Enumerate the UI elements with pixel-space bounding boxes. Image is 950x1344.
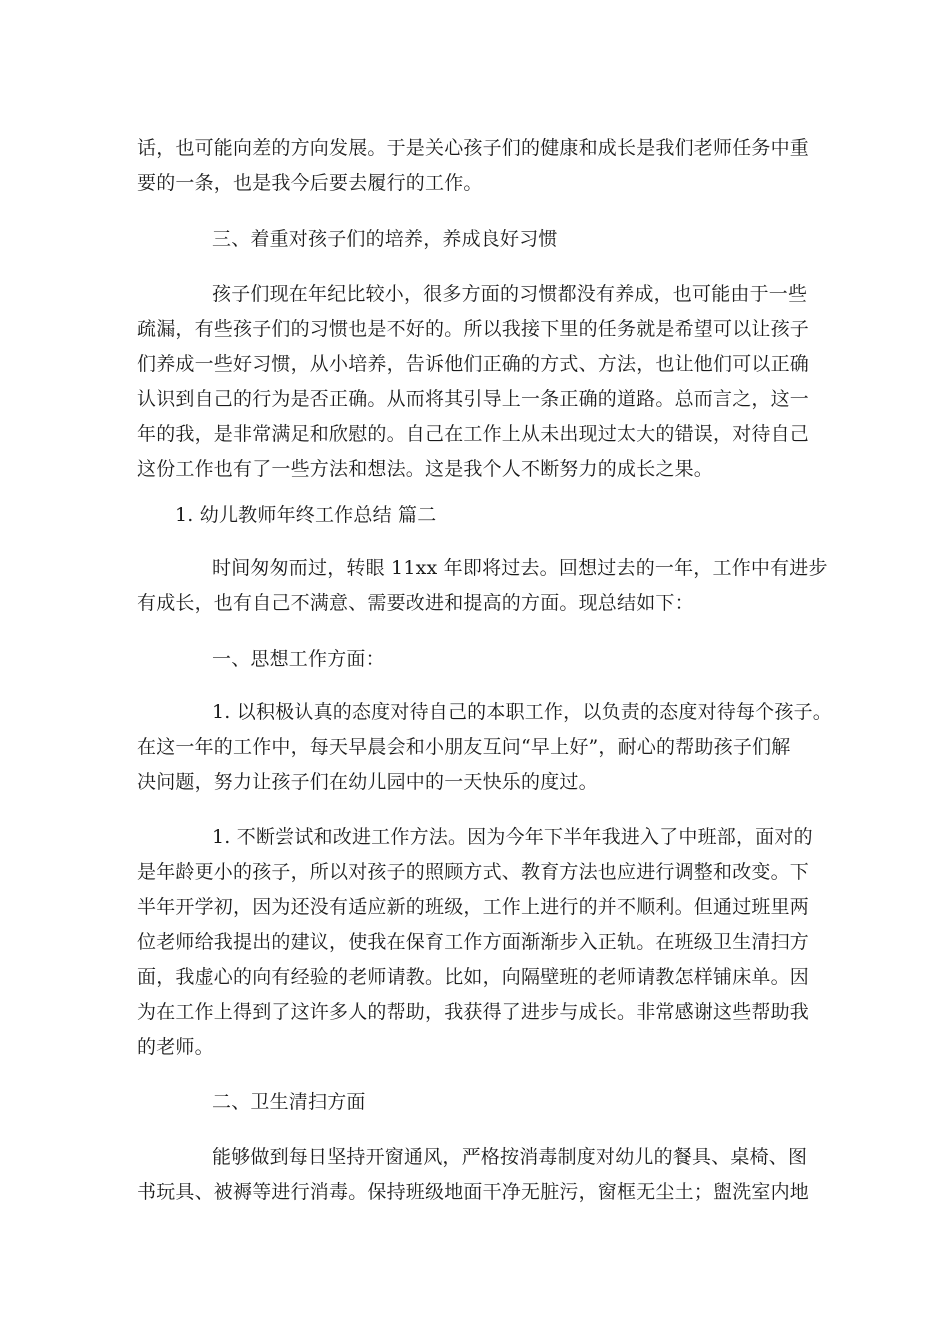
- body-text-line: 是年龄更小的孩子，所以对孩子的照顾方式、教育方法也应进行调整和改变。下: [137, 861, 810, 883]
- body-text-line: 话，也可能向差的方向发展。于是关心孩子们的健康和成长是我们老师任务中重: [137, 137, 810, 159]
- body-text-line: 半年开学初，因为还没有适应新的班级，工作上进行的并不顺利。但通过班里两: [137, 896, 810, 918]
- body-text-line: 这份工作也有了一些方法和想法。这是我个人不断努力的成长之果。: [137, 458, 714, 480]
- section-heading: 三、着重对孩子们的培养，养成良好习惯: [212, 228, 558, 250]
- body-text-line: 时间匆匆而过，转眼 11xx 年即将过去。回想过去的一年，工作中有进步: [212, 557, 828, 579]
- body-text-line: 要的一条，也是我今后要去履行的工作。: [137, 172, 483, 194]
- section-heading: 二、卫生清扫方面: [212, 1091, 366, 1113]
- body-text-line: 面，我虚心的向有经验的老师请教。比如，向隔壁班的老师请教怎样铺床单。因: [137, 966, 810, 988]
- body-text-line: 为在工作上得到了这许多人的帮助，我获得了进步与成长。非常感谢这些帮助我: [137, 1001, 810, 1023]
- body-text-line: 认识到自己的行为是否正确。从而将其引导上一条正确的道路。总而言之，这一: [137, 388, 810, 410]
- body-text-line: 年的我，是非常满足和欣慰的。自己在工作上从未出现过太大的错误，对待自己: [137, 423, 810, 445]
- article-title: 1. 幼儿教师年终工作总结 篇二: [175, 504, 437, 526]
- body-text-line: 的老师。: [137, 1036, 214, 1058]
- body-text-line: 在这一年的工作中，每天早晨会和小朋友互问“早上好”，耐心的帮助孩子们解: [137, 736, 791, 758]
- body-text-line: 疏漏，有些孩子们的习惯也是不好的。所以我接下里的任务就是希望可以让孩子: [137, 318, 810, 340]
- body-text-line: 1. 不断尝试和改进工作方法。因为今年下半年我进入了中班部，面对的: [212, 826, 813, 848]
- body-text-line: 决问题，努力让孩子们在幼儿园中的一天快乐的度过。: [137, 771, 598, 793]
- body-text-line: 位老师给我提出的建议，使我在保育工作方面渐渐步入正轨。在班级卫生清扫方: [137, 931, 810, 953]
- section-heading: 一、思想工作方面：: [212, 648, 385, 670]
- body-text-line: 1. 以积极认真的态度对待自己的本职工作，以负责的态度对待每个孩子。: [212, 701, 832, 723]
- body-text-line: 孩子们现在年纪比较小，很多方面的习惯都没有养成，也可能由于一些: [212, 283, 808, 305]
- body-text-line: 能够做到每日坚持开窗通风，严格按消毒制度对幼儿的餐具、桌椅、图: [212, 1146, 808, 1168]
- body-text-line: 有成长，也有自己不满意、需要改进和提高的方面。现总结如下：: [137, 592, 694, 614]
- body-text-line: 书玩具、被褥等进行消毒。保持班级地面干净无脏污，窗框无尘土；盥洗室内地: [137, 1181, 810, 1203]
- body-text-line: 们养成一些好习惯，从小培养，告诉他们正确的方式、方法，也让他们可以正确: [137, 353, 810, 375]
